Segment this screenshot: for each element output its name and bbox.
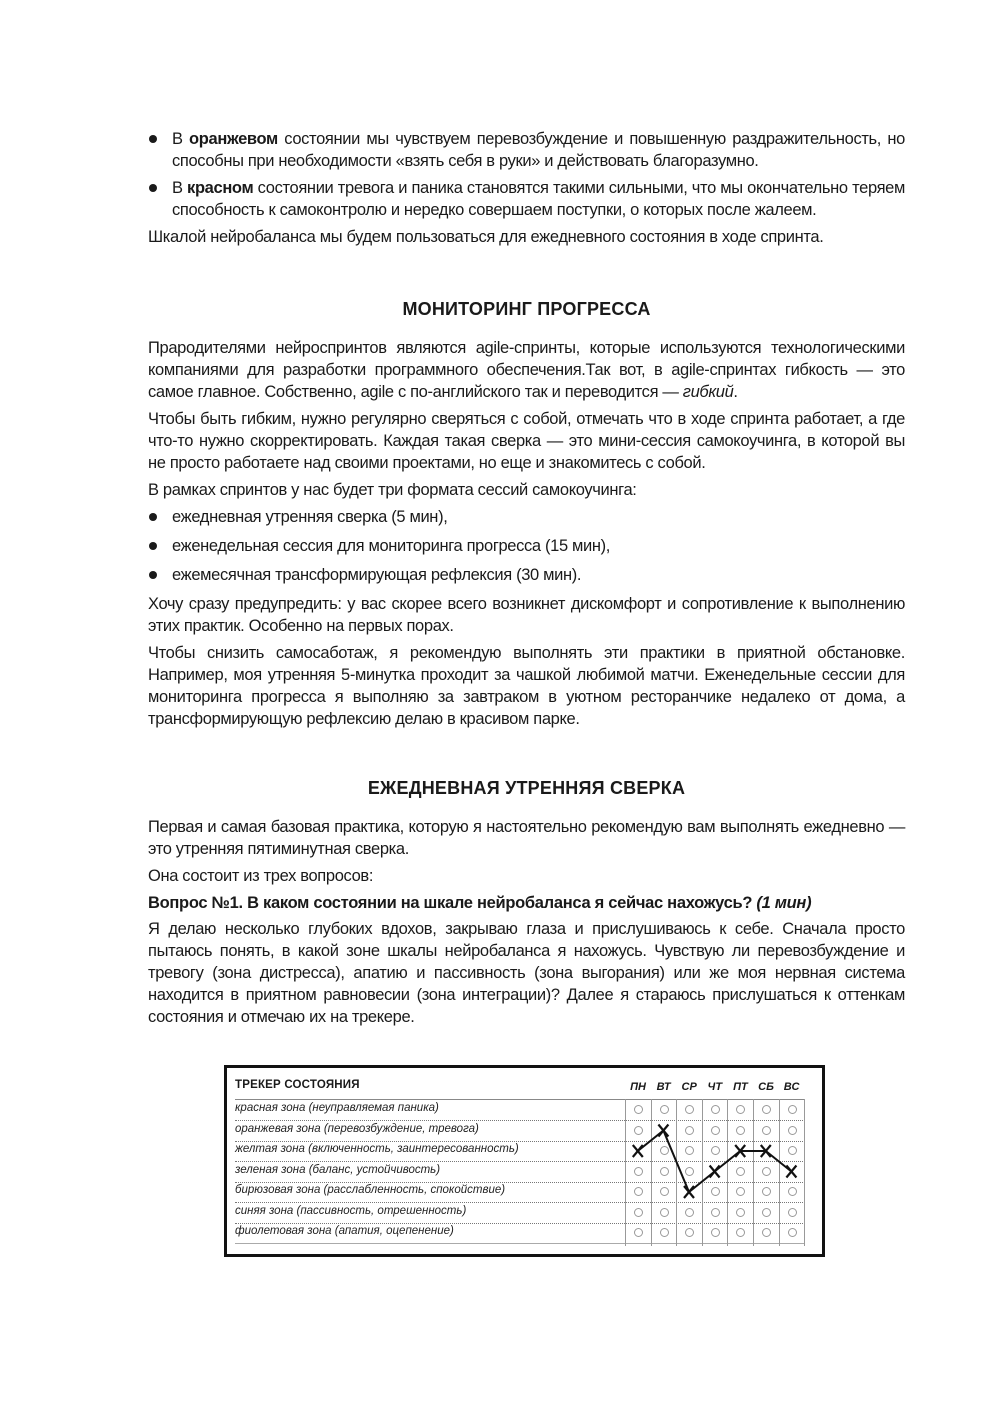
x-mark-icon	[633, 1145, 643, 1157]
day-header: СР	[681, 1081, 697, 1093]
tracker-title: ТРЕКЕР СОСТОЯНИЯ	[235, 1079, 360, 1091]
paragraph-warning: Хочу сразу предупредить: у вас скорее всего возникнет дискомфорт и сопротивление к выполнению этих практик. Особенно на первых порах.	[148, 595, 905, 635]
x-mark-icon	[658, 1125, 668, 1137]
bullet-orange-state: В оранжевом состоянии мы чувствуем перевозбуждение и повышенную раздражительность, но способны при необходимости «взять себя в руки» и действовать благоразумно.	[148, 128, 905, 172]
bold-term-orange: оранжевом	[189, 130, 278, 148]
section-title-morning-check: ЕЖЕДНЕВНАЯ УТРЕННЯЯ СВЕРКА	[367, 778, 686, 798]
day-header: ПТ	[733, 1081, 748, 1093]
paragraph-sabotage: Чтобы снизить самосаботаж, я рекомендую выполнять эти практики в приятной обстановке. Например, моя утренняя 5-минутка проходит за чашкой любимой матчи. Еженедельные сессии для мониторинга прогресса я выполняю за завтраком в уютном ресторанчике недалеко от дома, а трансформирующую рефлексию делаю в красивом парке.	[148, 644, 905, 728]
x-mark-icon	[684, 1186, 694, 1198]
question-1-heading: Вопрос №1. В каком состоянии на шкале нейробаланса я сейчас нахожусь? (1 мин)	[148, 894, 812, 912]
zone-label: фиолетовая зона (апатия, оцепенение)	[235, 1225, 454, 1237]
x-mark-icon	[710, 1166, 720, 1178]
trend-polyline	[638, 1131, 792, 1193]
zone-label: желтая зона (включенность, заинтересованность)	[235, 1143, 519, 1155]
bullet-icon	[149, 542, 157, 550]
bullet-icon	[149, 184, 157, 192]
zone-label: оранжевая зона (перевозбуждение, тревога)	[235, 1122, 479, 1135]
bullet-icon	[149, 571, 157, 579]
zone-label: красная зона (неуправляемая паника)	[235, 1102, 439, 1114]
day-header: ВТ	[656, 1081, 671, 1093]
page-body	[148, 128, 905, 1033]
state-tracker-table	[224, 1065, 825, 1257]
format-item: ежедневная утренняя сверка (5 мин),	[148, 506, 905, 528]
x-mark-icon	[786, 1166, 796, 1178]
day-header: ВС	[783, 1081, 800, 1093]
intro-bullet-list	[148, 128, 905, 221]
bullet-icon	[149, 513, 157, 521]
paragraph-basic-practice: Первая и самая базовая практика, которую я настоятельно рекомендую вам выполнять ежедневно — это утренняя пятиминутная сверка.	[148, 818, 905, 858]
intro-paragraph: Шкалой нейробаланса мы будем пользоваться для ежедневного состояния в ходе спринта.	[148, 228, 824, 246]
paragraph-three-questions: Она состоит из трех вопросов:	[148, 867, 374, 885]
format-item: ежемесячная трансформирующая рефлексия (30 мин).	[148, 564, 905, 586]
day-header: ПН	[630, 1081, 646, 1093]
bullet-icon	[149, 135, 157, 143]
session-formats-list	[148, 506, 905, 586]
paragraph-formats-intro: В рамках спринтов у нас будет три формата сессий самокоучинга:	[148, 481, 637, 499]
day-header: СБ	[758, 1081, 774, 1093]
zone-label: бирюзовая зона (расслабленность, спокойствие)	[235, 1184, 506, 1196]
day-header: ЧТ	[707, 1081, 723, 1093]
format-item: еженедельная сессия для мониторинга прогресса (15 мин),	[148, 535, 905, 557]
zone-label: синяя зона (пассивность, отрешенность)	[235, 1204, 467, 1217]
bold-term-red: красном	[187, 179, 254, 197]
paragraph-agile: Прародителями нейроспринтов являются agile-спринты, которые используются технологическими компаниями для разработки программного обеспечения.Так вот, в agile-спринтах гибкость — это самое главное. Собственно, agile с по-английского так и переводится — гибкий.	[148, 339, 905, 401]
paragraph-breathing: Я делаю несколько глубоких вдохов, закрываю глаза и прислушиваюсь к себе. Сначала просто пытаюсь понять, в какой зоне шкалы нейробаланса я нахожусь. Чувствую ли перевозбуждение и тревогу (зона дистресса), апатию и пассивность (зона выгорания) или же моя нервная система находится в приятном равновесии (зона интеграции)? Далее я стараюсь прислушаться к оттенкам состояния и отмечаю их на трекере.	[148, 920, 905, 1026]
section-title-monitoring: МОНИТОРИНГ ПРОГРЕССА	[402, 299, 651, 319]
zone-label: зеленая зона (баланс, устойчивость)	[235, 1163, 441, 1176]
paragraph-flexibility: Чтобы быть гибким, нужно регулярно сверяться с собой, отмечать что в ходе спринта работает, а где что-то нужно скорректировать. Каждая такая сверка — это мини-сессия самокоучинга, в которой вы не просто работаете над своими проектами, но еще и знакомитесь с собой.	[148, 410, 905, 472]
tracker-trend-line	[227, 1068, 822, 1254]
bullet-red-state: В красном состоянии тревога и паника становятся такими сильными, что мы окончательно теряем способность к самоконтролю и нередко совершаем поступки, о которых после жалеем.	[148, 177, 905, 221]
